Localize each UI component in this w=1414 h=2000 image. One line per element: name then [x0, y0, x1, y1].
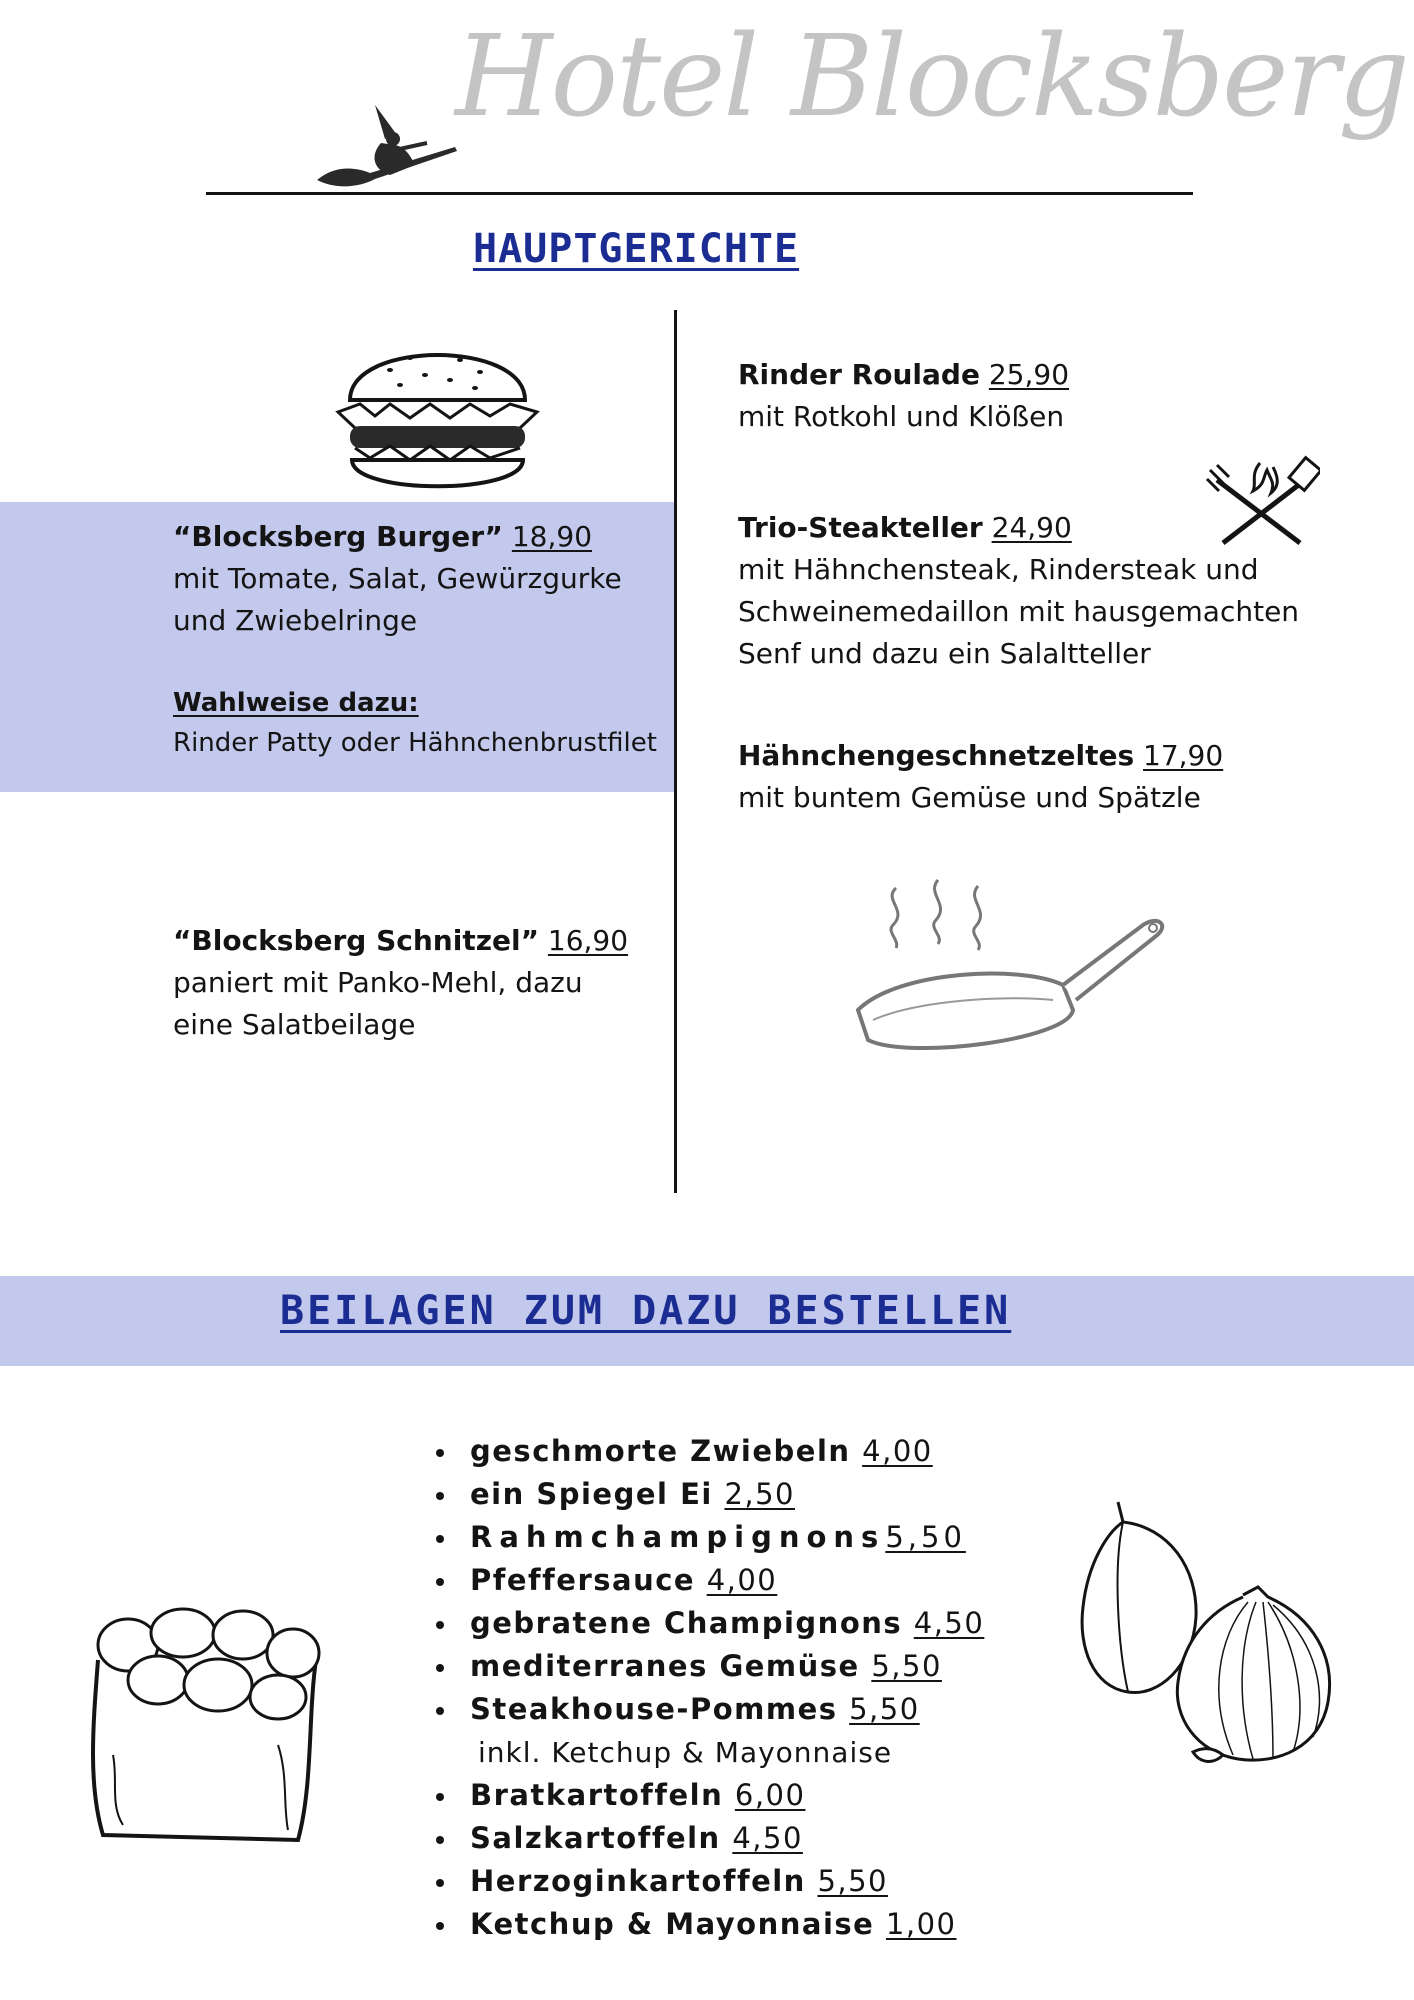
- dish-price: 25,90: [988, 358, 1070, 391]
- grill-tools-icon: [1205, 455, 1320, 550]
- burger-icon: [330, 320, 545, 505]
- list-item: [430, 1559, 984, 1602]
- dish-price: 24,90: [991, 511, 1072, 544]
- list-item: [430, 1903, 984, 1946]
- dish-desc-line: paniert mit Panko-Mehl, dazu: [173, 966, 583, 999]
- dish-name: Hähnchengeschnetzeltes: [738, 739, 1135, 772]
- frying-pan-icon: [848, 870, 1178, 1060]
- side-name: Bratkartoffeln: [470, 1778, 724, 1812]
- list-item: [430, 1430, 984, 1473]
- column-divider: [674, 310, 677, 1193]
- dish-name: Trio-Steakteller: [738, 511, 983, 544]
- side-price: 5,50: [871, 1649, 942, 1683]
- side-price: 5,50: [885, 1520, 966, 1554]
- list-item: [430, 1688, 984, 1731]
- side-price: 4,50: [913, 1606, 985, 1640]
- dish-desc-line: und Zwiebelringe: [173, 604, 418, 637]
- extra-option-text: Rinder Patty oder Hähnchenbrustfilet: [173, 728, 657, 758]
- side-note: inkl. Ketchup & Mayonnaise: [478, 1736, 893, 1769]
- dish-desc-line: Senf und dazu ein Salaltteller: [738, 637, 1151, 670]
- dish-name: “Blocksberg Burger”: [173, 520, 503, 553]
- dish-rinder-roulade: [738, 354, 1069, 438]
- extra-option-label: Wahlweise dazu:: [173, 688, 419, 718]
- side-price: 2,50: [724, 1477, 796, 1511]
- list-item-note: [430, 1731, 984, 1774]
- witch-on-broom-icon: [315, 95, 460, 195]
- dish-desc-line: mit Rotkohl und Klößen: [738, 400, 1065, 433]
- side-name: Salzkartoffeln: [470, 1821, 721, 1855]
- list-item: [430, 1516, 984, 1559]
- dish-price: 17,90: [1143, 739, 1224, 772]
- dish-name: “Blocksberg Schnitzel”: [173, 924, 539, 957]
- side-name: Ketchup & Mayonnaise: [470, 1907, 875, 1941]
- list-item: [430, 1817, 984, 1860]
- side-price: 6,00: [734, 1778, 806, 1812]
- dish-price: 18,90: [511, 520, 593, 553]
- side-name: geschmorte Zwiebeln: [470, 1434, 851, 1468]
- side-price: 5,50: [849, 1692, 920, 1726]
- side-name: Herzoginkartoffeln: [470, 1864, 806, 1898]
- side-price: 4,00: [862, 1434, 933, 1468]
- dish-blocksberg-burger: [173, 516, 657, 762]
- side-price: 4,00: [706, 1563, 778, 1597]
- hotel-logo-text: Hotel Blocksberg: [455, 12, 1408, 142]
- sides-list: [430, 1430, 984, 1946]
- side-name: Pfeffersauce: [470, 1563, 696, 1597]
- list-item: [430, 1645, 984, 1688]
- side-name: Steakhouse-Pommes: [470, 1692, 838, 1726]
- side-price: 5,50: [817, 1864, 889, 1898]
- dish-desc-line: mit buntem Gemüse und Spätzle: [738, 781, 1201, 814]
- header-rule: [206, 192, 1193, 195]
- dish-desc-line: mit Tomate, Salat, Gewürzgurke: [173, 562, 622, 595]
- list-item: [430, 1774, 984, 1817]
- dish-desc-line: Schweinemedaillon mit hausgemachten: [738, 595, 1300, 628]
- sides-title: BEILAGEN ZUM DAZU BESTELLEN: [280, 1288, 1012, 1334]
- dish-desc-line: mit Hähnchensteak, Rindersteak und: [738, 553, 1259, 586]
- dish-blocksberg-schnitzel: [173, 920, 628, 1046]
- side-name: Rahmchampignons: [470, 1520, 886, 1554]
- list-item: [430, 1473, 984, 1516]
- list-item: [430, 1602, 984, 1645]
- dish-haehnchengeschnetzeltes: [738, 735, 1223, 819]
- main-dishes-title: HAUPTGERICHTE: [473, 226, 800, 272]
- side-price: 4,50: [732, 1821, 803, 1855]
- dish-name: Rinder Roulade: [738, 358, 980, 391]
- onions-icon: [1078, 1497, 1338, 1767]
- side-name: mediterranes Gemüse: [470, 1649, 860, 1683]
- list-item: [430, 1860, 984, 1903]
- dish-price: 16,90: [547, 924, 629, 957]
- side-name: ein Spiegel Ei: [470, 1477, 713, 1511]
- side-price: 1,00: [885, 1907, 957, 1941]
- dish-desc-line: eine Salatbeilage: [173, 1008, 416, 1041]
- potato-sack-icon: [88, 1605, 328, 1850]
- side-name: gebratene Champignons: [470, 1606, 903, 1640]
